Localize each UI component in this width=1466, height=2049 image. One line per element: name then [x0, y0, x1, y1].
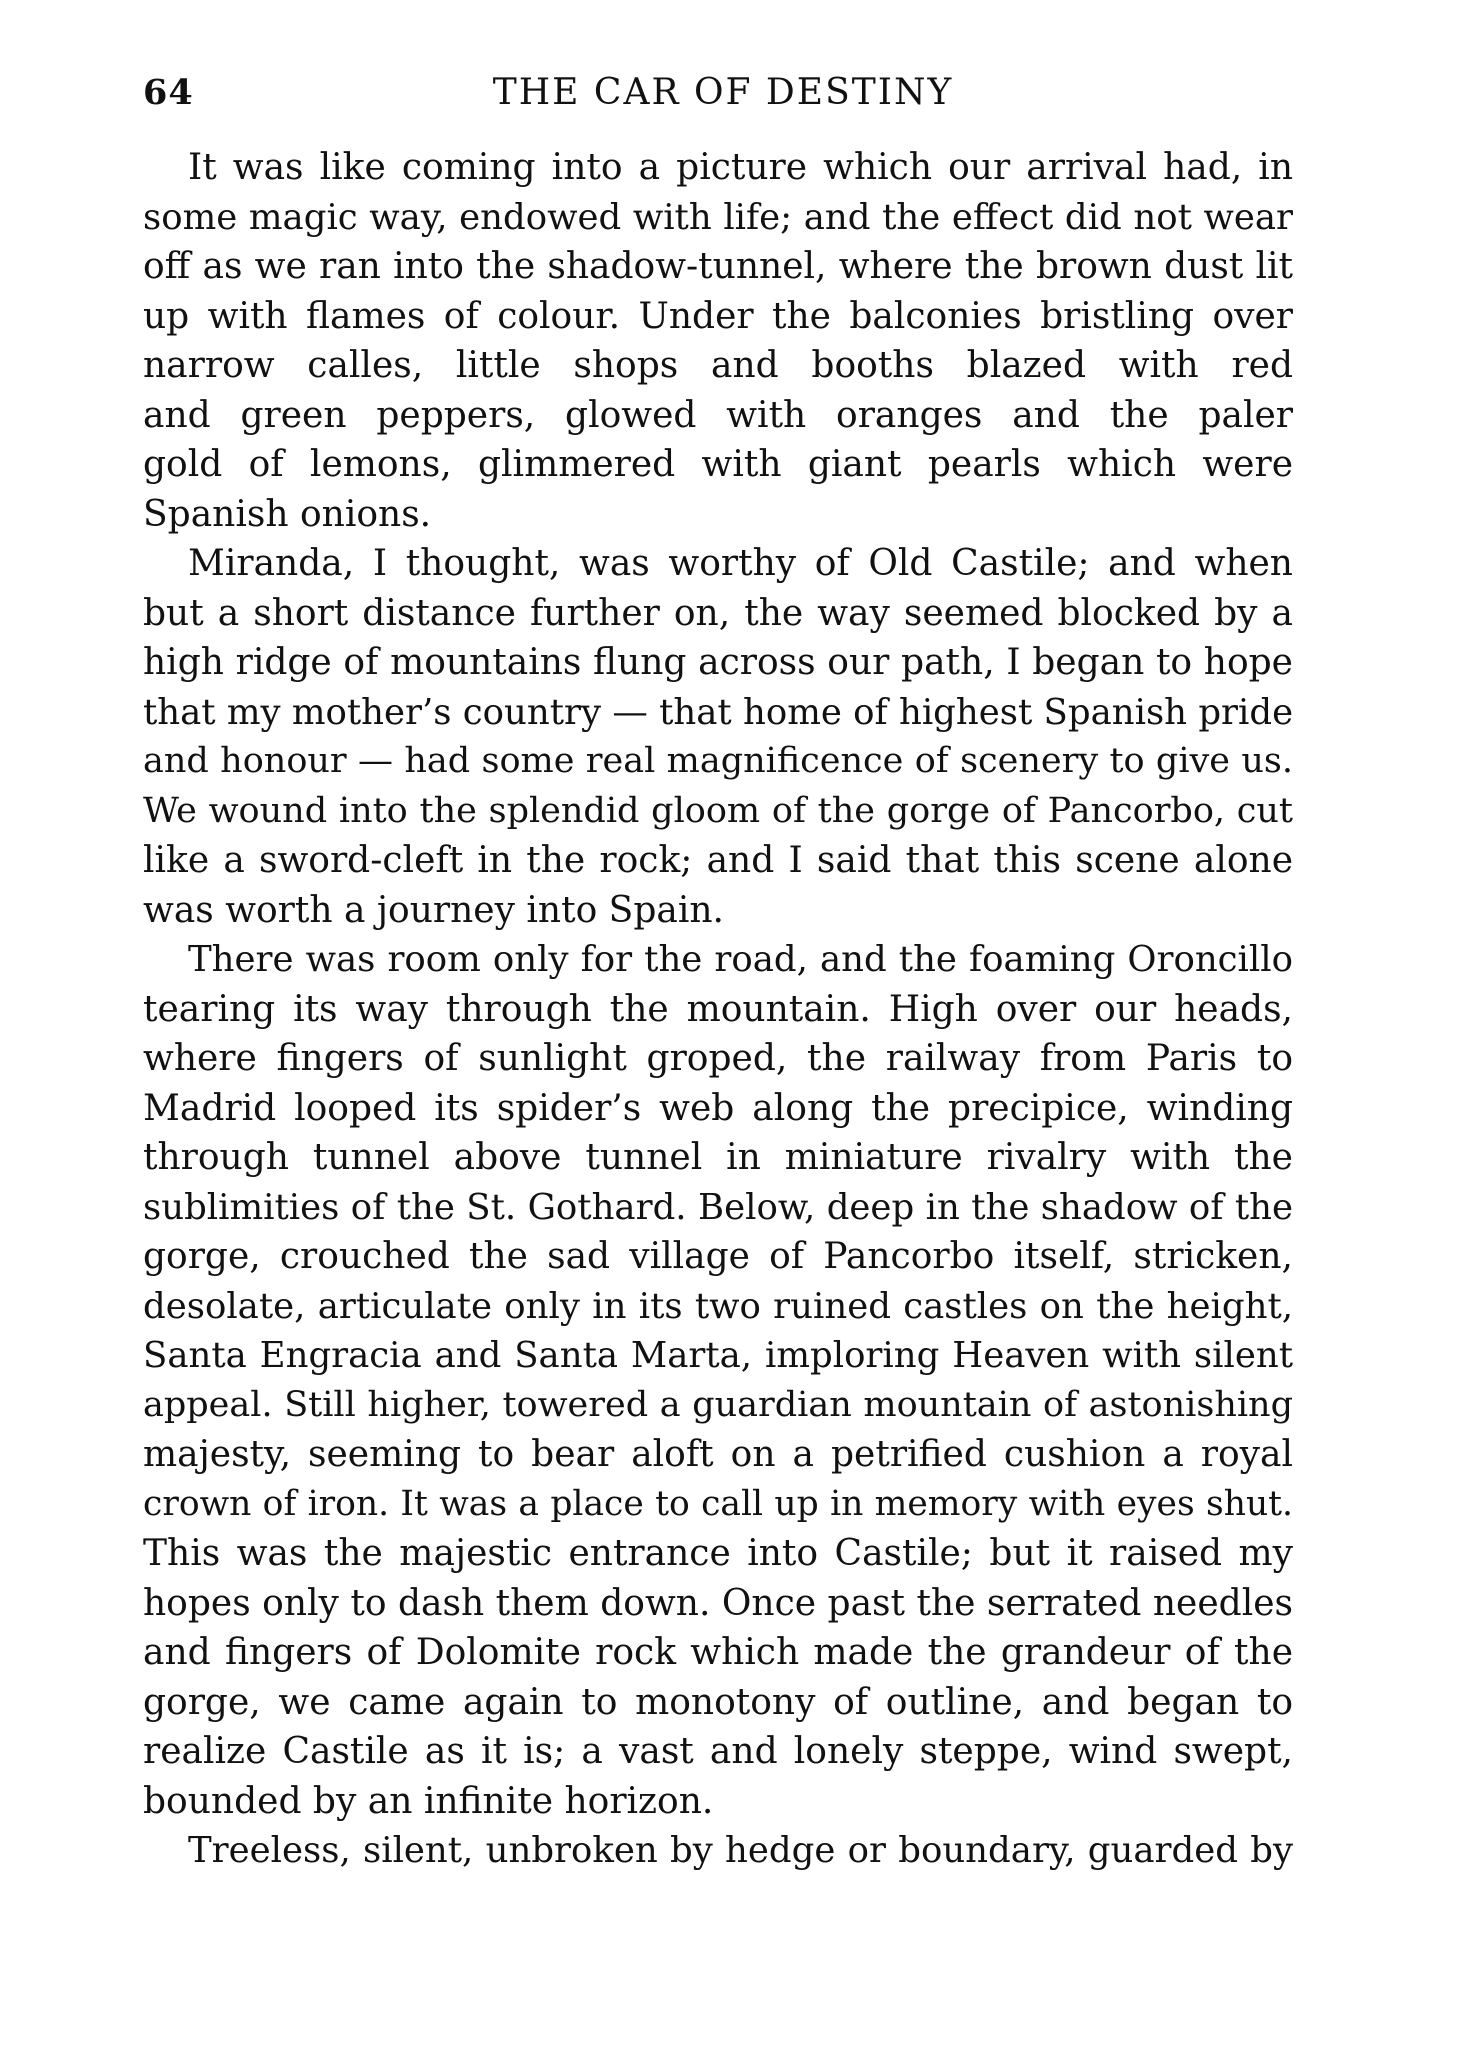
text-line: high ridge of mountains flung across our path, I began to hope	[143, 642, 1293, 683]
text-line: gorge, crouched the sad village of Pancorbo itself, stricken,	[143, 1236, 1293, 1277]
text-line: gold of lemons, glimmered with giant pearls which were	[143, 444, 1293, 485]
body-text	[143, 143, 1293, 1876]
text-line: It was like coming into a picture which our arrival had, in	[188, 147, 1293, 188]
text-line: through tunnel above tunnel in miniature rivalry with the	[143, 1137, 1293, 1178]
text-line: Treeless, silent, unbroken by hedge or boundary, guarded by	[188, 1830, 1293, 1871]
text-line: gorge, we came again to monotony of outline, and began to	[143, 1681, 1293, 1723]
text-line: like a sword-cleft in the rock; and I said that this scene alone	[143, 840, 1293, 881]
running-head	[143, 72, 1293, 132]
text-line: majesty, seeming to bear aloft on a petrified cushion a royal	[143, 1434, 1293, 1475]
paragraph-1	[143, 143, 1293, 539]
text-line: Miranda, I thought, was worthy of Old Castile; and when	[188, 543, 1293, 584]
text-line: off as we ran into the shadow-tunnel, where the brown dust lit	[143, 246, 1293, 287]
page-number: 64	[143, 72, 194, 113]
text-line: This was the majestic entrance into Castile; but it raised my	[143, 1533, 1293, 1574]
book-title: THE CAR OF DESTINY	[492, 72, 954, 113]
text-line: bounded by an infinite horizon.	[143, 1780, 714, 1822]
text-line: appeal. Still higher, towered a guardian mountain of astonishing	[143, 1384, 1293, 1425]
text-line: desolate, articulate only in its two ruined castles on the height,	[143, 1285, 1293, 1327]
text-line: Santa Engracia and Santa Marta, imploring Heaven with silent	[143, 1335, 1293, 1376]
text-line: Madrid looped its spider’s web along the precipice, winding	[143, 1087, 1293, 1129]
paragraph-3	[143, 935, 1293, 1826]
paragraph-2	[143, 539, 1293, 935]
text-line: crown of iron. It was a place to call up in memory with eyes shut.	[143, 1483, 1293, 1524]
text-line: tearing its way through the mountain. High over our heads,	[143, 988, 1293, 1030]
text-line: was worth a journey into Spain.	[143, 889, 724, 931]
text-line: sublimities of the St. Gothard. Below, deep in the shadow of the	[143, 1186, 1293, 1228]
text-line: realize Castile as it is; a vast and lonely steppe, wind swept,	[143, 1731, 1293, 1772]
text-line: some magic way, endowed with life; and the effect did not wear	[143, 196, 1293, 238]
text-line: There was room only for the road, and the foaming Oroncillo	[188, 939, 1293, 980]
text-line: Spanish onions.	[143, 493, 432, 535]
text-line: and fingers of Dolomite rock which made the grandeur of the	[143, 1632, 1293, 1673]
text-line: where fingers of sunlight groped, the railway from Paris to	[143, 1038, 1293, 1079]
text-line: We wound into the splendid gloom of the gorge of Pancorbo, cut	[143, 790, 1293, 831]
text-line: up with flames of colour. Under the balconies bristling over	[143, 295, 1293, 337]
text-line: hopes only to dash them down. Once past the serrated needles	[143, 1582, 1293, 1624]
text-line: narrow calles, little shops and booths blazed with red	[143, 345, 1293, 386]
text-line: and honour — had some real magnificence of scenery to give us.	[143, 741, 1293, 781]
text-line: but a short distance further on, the way seemed blocked by a	[143, 592, 1293, 634]
paragraph-4	[143, 1826, 1293, 1876]
text-line: and green peppers, glowed with oranges and the paler	[143, 394, 1293, 436]
text-line: that my mother’s country — that home of highest Spanish pride	[143, 691, 1294, 733]
